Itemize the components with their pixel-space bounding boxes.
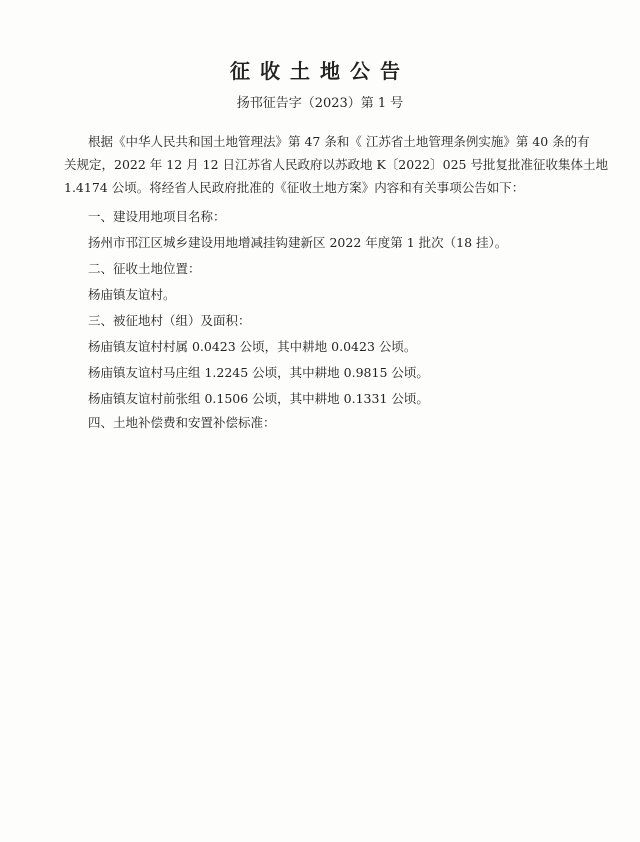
page-title: 征收土地公告 — [230, 59, 410, 83]
section1-heading: 一、建设用地项目名称： — [88, 209, 226, 224]
section2-heading: 二、征收土地位置： — [88, 261, 201, 276]
section3-heading: 三、被征地村（组）及面积： — [88, 313, 251, 328]
section3-line-1: 杨庙镇友谊村村属 0.0423 公顷，其中耕地 0.0423 公顷。 — [88, 339, 417, 354]
section4-heading: 四、土地补偿费和安置补偿标准： — [88, 415, 276, 430]
section3-line-3: 杨庙镇友谊村前张组 0.1506 公顷，其中耕地 0.1331 公顷。 — [88, 391, 429, 406]
section3-line-2: 杨庙镇友谊村马庄组 1.2245 公顷，其中耕地 0.9815 公顷。 — [88, 365, 429, 380]
section1-text: 扬州市邗江区城乡建设用地增减挂钩建新区 2022 年度第 1 批次（18 挂）。 — [88, 235, 508, 250]
intro-line-3: 1.4174 公顷。将经省人民政府批准的《征收土地方案》内容和有关事项公告如下： — [64, 180, 525, 195]
section2-text: 杨庙镇友谊村。 — [88, 287, 176, 302]
intro-line-2: 关规定，2022 年 12 月 12 日江苏省人民政府以苏政地 K〔2022〕025 号批复批准征收集体土地 — [64, 157, 608, 172]
intro-line-1: 根据《中华人民共和国土地管理法》第 47 条和《 江苏省土地管理条例实施》第 40 条的有 — [88, 134, 590, 149]
document-number: 扬邗征告字（2023）第 1 号 — [236, 96, 404, 111]
